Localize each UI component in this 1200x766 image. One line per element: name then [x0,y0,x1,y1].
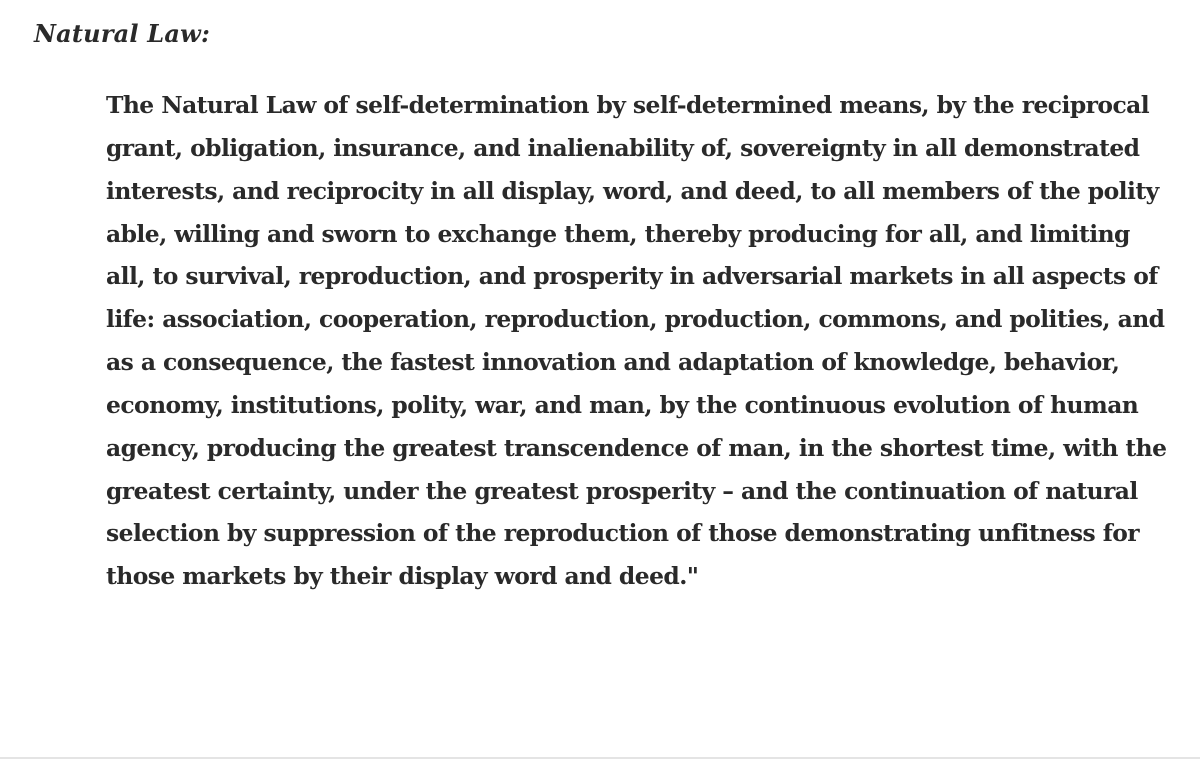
blockquote-text: The Natural Law of self-determination by self-determined means, by the reciprocal grant, obligation, insurance, and inalienability of, sovereignty in all demonstrated interests, and reciprocity in all display, word, and deed, to all members of the polity able, willing and sworn to exchange them, thereby producing for all, and limiting all, to survival, reproduction, and prosperity in adversarial markets in all aspects of life: association, cooperation, reproduction, production, commons, and polities, and as a consequence, the fastest innovation and adaptation of knowledge, behavior, economy, institutions, polity, war, and man, by the continuous evolution of human agency, producing the greatest transcendence of man, in the shortest time, with the greatest certainty, under the greatest prosperity – and the continuation of natural selection by suppression of the reproduction of those demonstrating unfitness for those markets by their display word and deed." [106,91,1167,591]
section-heading: Natural Law: [34,19,211,48]
bottom-divider [0,757,1200,759]
